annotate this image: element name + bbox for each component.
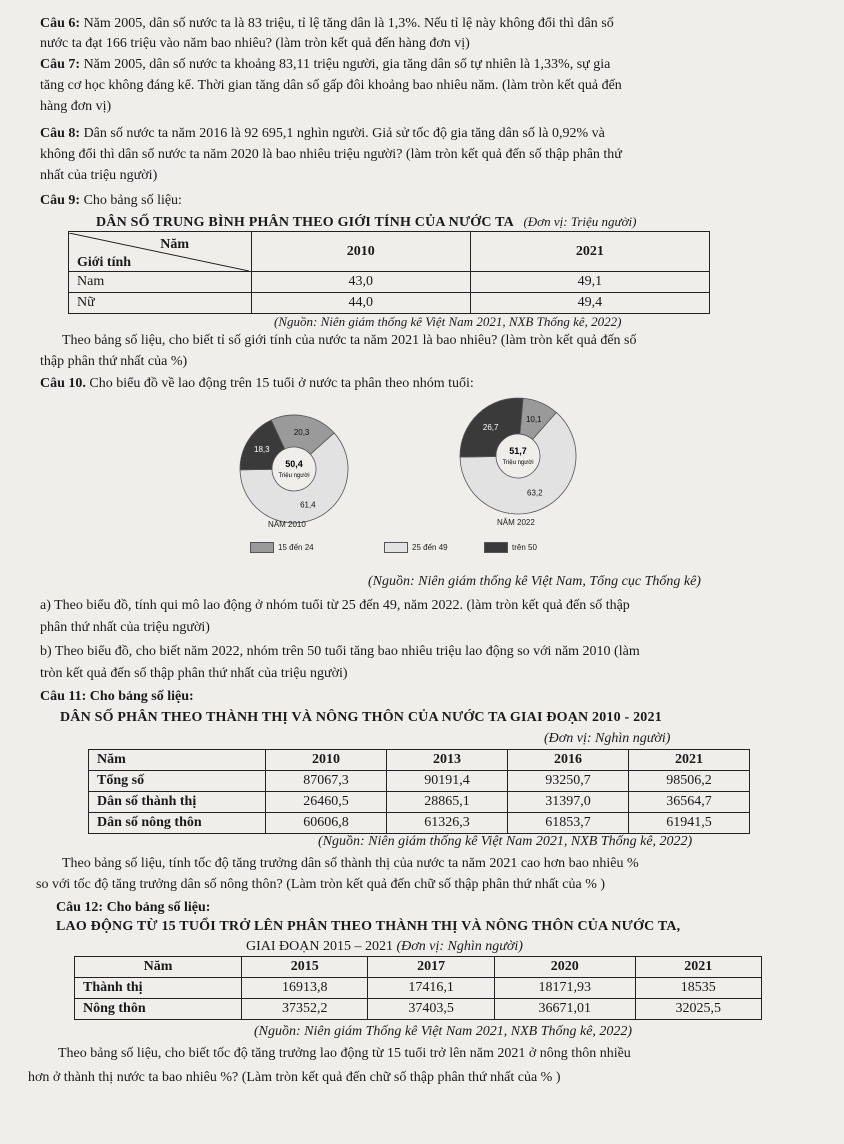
q9-corner-year: Năm [160,236,189,252]
q11-intro-line [40,687,194,706]
q11-header-cell: 2016 [508,750,629,771]
q11-cell: 60606,8 [266,813,387,834]
q11-row-label: Dân số thành thị [89,792,266,813]
q12-cell: 32025,5 [635,999,761,1020]
q11-intro: Cho bảng số liệu: [89,689,194,704]
pie-2022-title: NĂM 2022 [497,518,535,527]
q9-intro: Cho bảng số liệu: [83,193,182,208]
q7-text1: Năm 2005, dân số nước ta khoảng 83,11 triệu người, gia tăng dân số tự nhiên là 1,33%, sự gia [83,57,611,72]
q12-intro: Cho bảng số liệu: [106,900,211,915]
q12-table-subtitle: GIAI ĐOẠN 2015 – 2021 [246,939,393,954]
q12-cell: 37403,5 [368,999,494,1020]
q12-table [74,956,762,1020]
q9-question1: Theo bảng số liệu, cho biết tỉ số giới tính của nước ta năm 2021 là bao nhiêu? (làm tròn kết quả đến số [62,333,637,348]
q6-line1 [40,14,614,33]
pie-chart-2022 [448,396,588,516]
q12-unit: (Đơn vị: Nghìn người) [396,939,523,954]
q11-label: Câu 11: [40,689,87,704]
q9-row-label: Nữ [69,293,252,314]
q11-source: (Nguồn: Niên giám thống kê Việt Nam 2021, NXB Thống kê, 2022) [318,834,693,849]
q7-line2: tăng cơ học không đáng kể. Thời gian tăng dân số gấp đôi khoảng bao nhiêu năm. (làm tròn kết quả đến [40,78,622,93]
q11-cell: 61853,7 [508,813,629,834]
q9-row-nu [69,293,710,314]
q10-a1: a) Theo biểu đồ, tính qui mô lao động ở nhóm tuổi từ 25 đến 49, năm 2022. (làm tròn kết quả đến số thập [40,598,630,613]
q12-cell: 16913,8 [242,978,368,999]
q12-header-row [75,957,762,978]
q11-question1: Theo bảng số liệu, tính tốc độ tăng trưởng dân số thành thị của nước ta năm 2021 cao hơn bao nhiêu % [62,856,639,871]
q11-cell: 90191,4 [387,771,508,792]
q9-cell: 49,1 [470,272,709,293]
q12-row [75,999,762,1020]
q9-year-2021: 2021 [470,232,709,272]
legend-label: trên 50 [512,543,537,552]
pie-slice-label: 10,1 [525,415,542,425]
q11-header-row [89,750,750,771]
legend-item [484,542,537,553]
q12-subtitle-line [246,937,523,956]
q11-row-label: Dân số nông thôn [89,813,266,834]
q11-cell: 31397,0 [508,792,629,813]
q9-cell: 49,4 [470,293,709,314]
q11-cell: 26460,5 [266,792,387,813]
q12-label: Câu 12: [56,900,104,915]
q9-table-title: DÂN SỐ TRUNG BÌNH PHÂN THEO GIỚI TÍNH CỦA NƯỚC TA [96,215,514,230]
q9-question2: thập phân thứ nhất của %) [40,354,188,369]
q9-row-nam [69,272,710,293]
q10-b2: tròn kết quả đến số thập phân thứ nhất của triệu người) [40,666,348,681]
q11-unit: (Đơn vị: Nghìn người) [544,731,671,746]
q11-cell: 98506,2 [629,771,750,792]
q10-intro: Cho biểu đồ về lao động trên 15 tuổi ở nước ta phân theo nhóm tuổi: [89,376,474,391]
pie-slice-label: 26,7 [482,422,499,432]
q12-intro-line [56,898,210,917]
q11-header-cell: 2021 [629,750,750,771]
q11-header-cell: 2013 [387,750,508,771]
q11-table [88,749,750,834]
q9-unit: (Đơn vị: Triệu người) [523,214,637,229]
q12-source: (Nguồn: Niên giám Thống kê Việt Nam 2021, NXB Thống kê, 2022) [254,1024,633,1039]
q9-cell: 43,0 [251,272,470,293]
q10-source: (Nguồn: Niên giám thống kê Việt Nam, Tổng cục Thống kê) [368,574,701,589]
q12-header-cell: Năm [75,957,242,978]
pie-chart-2010 [232,414,362,529]
q12-question1: Theo bảng số liệu, cho biết tốc độ tăng trưởng lao động từ 15 tuổi trở lên năm 2021 ở nông thôn nhiều [58,1046,631,1061]
q11-cell: 87067,3 [266,771,387,792]
pie-center-unit: Triệu người [502,460,534,466]
q8-line3: nhất của triệu người) [40,168,158,183]
pie-2010-title: NĂM 2010 [268,520,306,529]
q6-text1: Năm 2005, dân số nước ta là 83 triệu, tỉ lệ tăng dân là 1,3%. Nếu tỉ lệ này không đổi thì dân số [83,16,614,31]
pie-slice-label: 18,3 [254,444,270,454]
q11-cell: 61326,3 [387,813,508,834]
pie-center-value: 51,7 [509,446,527,456]
q12-header-cell: 2017 [368,957,494,978]
q12-cell: 37352,2 [242,999,368,1020]
q11-table-title: DÂN SỐ PHÂN THEO THÀNH THỊ VÀ NÔNG THÔN CỦA NƯỚC TA GIAI ĐOẠN 2010 - 2021 [60,710,662,725]
q10-label: Câu 10. [40,376,86,391]
q10-a2: phân thứ nhất của triệu người) [40,620,210,635]
q8-line1 [40,124,605,143]
q11-cell: 93250,7 [508,771,629,792]
legend-item [250,542,314,553]
q7-line1 [40,55,610,74]
q12-row-label: Thành thị [75,978,242,999]
q8-line2: không đổi thì dân số nước ta năm 2020 là bao nhiêu triệu người? (làm tròn kết quả đến số thập phân thứ [40,147,622,162]
q12-header-cell: 2021 [635,957,761,978]
legend-label: 25 đến 49 [412,543,448,552]
legend-swatch [384,542,408,553]
q9-row-label: Nam [69,272,252,293]
q7-line3: hàng đơn vị) [40,99,112,114]
q9-intro-line [40,191,182,210]
q11-cell: 28865,1 [387,792,508,813]
q9-cell: 44,0 [251,293,470,314]
q11-cell: 36564,7 [629,792,750,813]
q12-question2: hơn ở thành thị nước ta bao nhiêu %? (Làm tròn kết quả đến chữ số thập phân thứ nhất của % ) [28,1070,561,1085]
q9-title-line [96,212,637,232]
q12-cell: 18171,93 [494,978,635,999]
q12-cell: 17416,1 [368,978,494,999]
q9-label: Câu 9: [40,193,81,208]
q9-table [68,231,710,314]
pie-slice-label: 63,2 [527,488,543,498]
q12-header-cell: 2015 [242,957,368,978]
q10-intro-line [40,374,474,393]
q9-year-2010: 2010 [251,232,470,272]
pie-center-value: 50,4 [285,459,303,469]
legend-swatch [250,542,274,553]
pie-slice-label: 61,4 [300,500,316,510]
q11-row [89,771,750,792]
q11-row-label: Tổng số [89,771,266,792]
q11-cell: 61941,5 [629,813,750,834]
q9-corner-cell [69,232,252,272]
q12-row-label: Nông thôn [75,999,242,1020]
q11-row [89,813,750,834]
q8-text1: Dân số nước ta năm 2016 là 92 695,1 nghìn người. Giả sử tốc độ gia tăng dân số là 0,92% và [83,126,605,141]
legend-swatch [484,542,508,553]
pie-slice-label: 20,3 [293,427,310,437]
q6-line2: nước ta đạt 166 triệu vào năm bao nhiêu? (làm tròn kết quả đến hàng đơn vị) [40,36,470,51]
pie-center-unit: Triệu người [278,473,310,479]
legend-label: 15 đến 24 [278,543,314,552]
q9-corner-gender: Giới tính [77,254,132,270]
q7-label: Câu 7: [40,57,81,72]
q12-table-title: LAO ĐỘNG TỪ 15 TUỔI TRỞ LÊN PHÂN THEO THÀNH THỊ VÀ NÔNG THÔN CỦA NƯỚC TA, [56,919,681,934]
q11-question2: so với tốc độ tăng trưởng dân số nông thôn? (Làm tròn kết quả đến chữ số thập phân thứ nhất của % ) [36,877,606,892]
q6-label: Câu 6: [40,16,81,31]
q12-row [75,978,762,999]
q11-header-cell: Năm [89,750,266,771]
q9-source: (Nguồn: Niên giám thống kê Việt Nam 2021, NXB Thống kê, 2022) [274,314,622,329]
q11-row [89,792,750,813]
q12-cell: 36671,01 [494,999,635,1020]
q11-header-cell: 2010 [266,750,387,771]
legend-item [384,542,448,553]
q10-b1: b) Theo biểu đồ, cho biết năm 2022, nhóm trên 50 tuổi tăng bao nhiêu triệu lao động so với năm 2010 (làm [40,644,640,659]
q12-cell: 18535 [635,978,761,999]
q12-header-cell: 2020 [494,957,635,978]
q8-label: Câu 8: [40,126,81,141]
